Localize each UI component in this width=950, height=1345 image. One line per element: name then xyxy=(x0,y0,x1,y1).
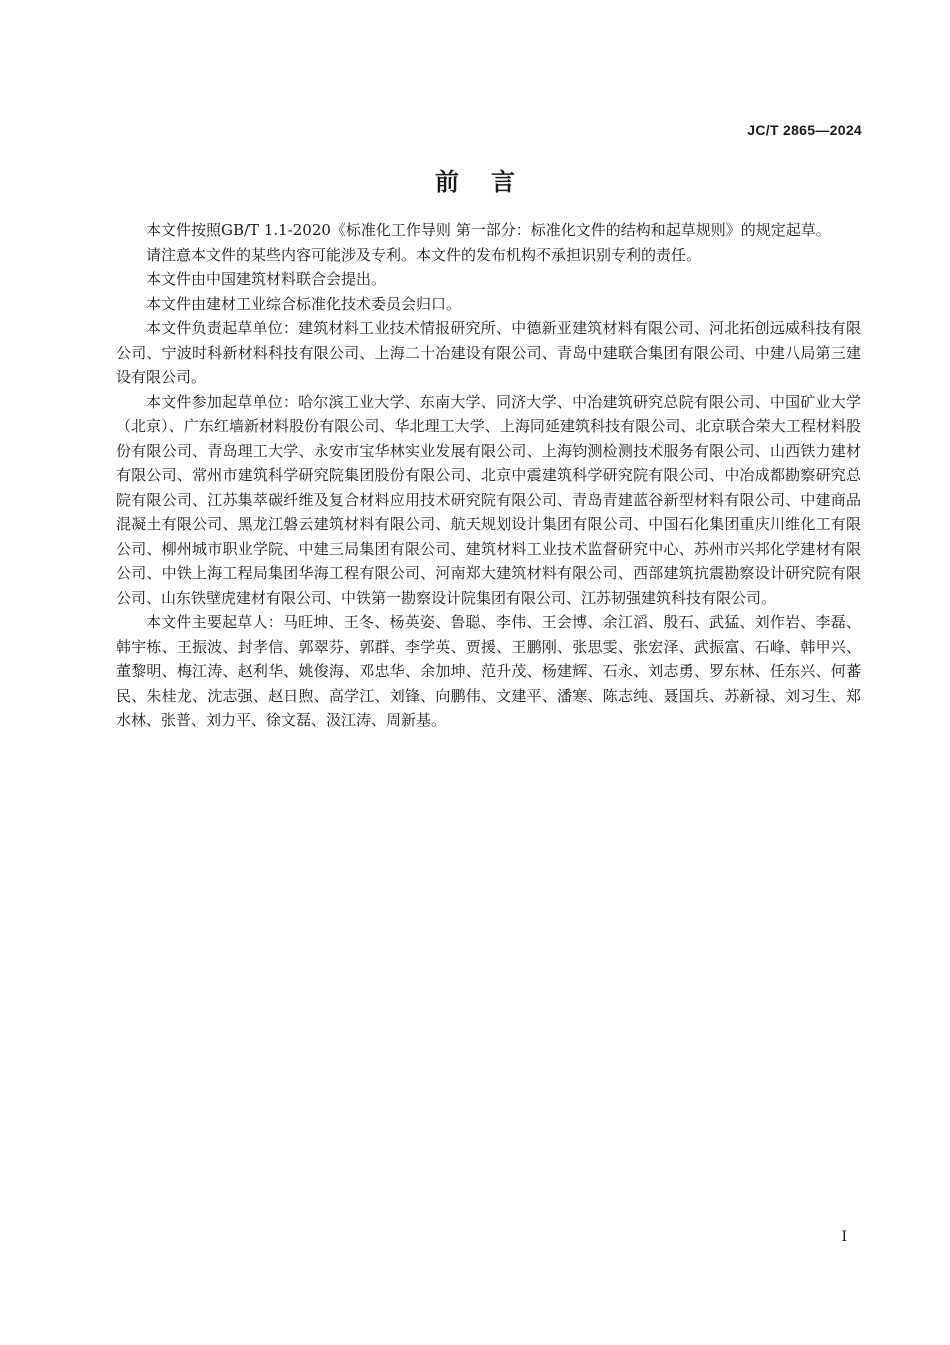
page-number: I xyxy=(841,1229,847,1245)
page-title: 前言 xyxy=(435,168,547,196)
foreword-body xyxy=(116,218,861,733)
paragraph-main-drafters: 本文件主要起草人：马旺坤、王冬、杨英姿、鲁聪、李伟、王会博、余江滔、殷石、武猛、刘作岩、李磊、韩宇栋、王振波、封孝信、郭翠芬、郭群、李学英、贾援、王鹏刚、张思雯、张宏泽、武振富、石峰、韩甲兴、董黎明、梅江涛、赵利华、姚俊海、邓忠华、余加坤、范升茂、杨建辉、石永、刘志勇、罗东林、任东兴、何蕃民、朱桂龙、沈志强、赵日煦、高学江、刘锋、向鹏伟、文建平、潘寒、陈志纯、聂国兵、苏新禄、刘习生、郑水林、张普、刘力平、徐文磊、汲江涛、周新基。 xyxy=(116,613,861,729)
paragraph-participating-drafters: 本文件参加起草单位：哈尔滨工业大学、东南大学、同济大学、中冶建筑研究总院有限公司、中国矿业大学（北京）、广东红墙新材料股份有限公司、华北理工大学、上海同延建筑科技有限公司、北京联合荣大工程材料股份有限公司、青岛理工大学、永安市宝华林实业发展有限公司、上海钧测检测技术服务有限公司、山西铁力建材有限公司、常州市建筑科学研究院集团股份有限公司、北京中震建筑科学研究院有限公司、中冶成都勘察研究总院有限公司、江苏集萃碳纤维及复合材料应用技术研究院有限公司、青岛青建蓝谷新型材料有限公司、中建商品混凝土有限公司、黑龙江磐云建筑材料有限公司、航天规划设计集团有限公司、中国石化集团重庆川维化工有限公司、柳州城市职业学院、中建三局集团有限公司、建筑材料工业技术监督研究中心、苏州市兴邦化学建材有限公司、中铁上海工程局集团华海工程有限公司、河南郑大建筑材料有限公司、西部建筑抗震勘察设计研究院有限公司、山东铁壁虎建材有限公司、中铁第一勘察设计院集团有限公司、江苏韧强建筑科技有限公司。 xyxy=(116,392,861,607)
paragraph-proposer: 本文件由中国建筑材料联合会提出。 xyxy=(146,270,387,288)
paragraph-lead-drafters: 本文件负责起草单位：建筑材料工业技术情报研究所、中德新亚建筑材料有限公司、河北拓创远威科技有限公司、宁波时科新材料科技有限公司、上海二十冶建设有限公司、青岛中建联合集团有限公司、中建八局第三建设有限公司。 xyxy=(116,319,861,386)
paragraph-drafting-rules: 本文件按照GB/T 1.1-2020《标准化工作导则 第一部分：标准化文件的结构和起草规则》的规定起草。 xyxy=(146,221,831,239)
paragraph-committee: 本文件由建材工业综合标准化技术委员会归口。 xyxy=(146,294,462,313)
document-code: JC/T 2865—2024 xyxy=(747,122,862,138)
paragraph-patent-notice: 请注意本文件的某些内容可能涉及专利。本文件的发布机构不承担识别专利的责任。 xyxy=(146,245,702,264)
